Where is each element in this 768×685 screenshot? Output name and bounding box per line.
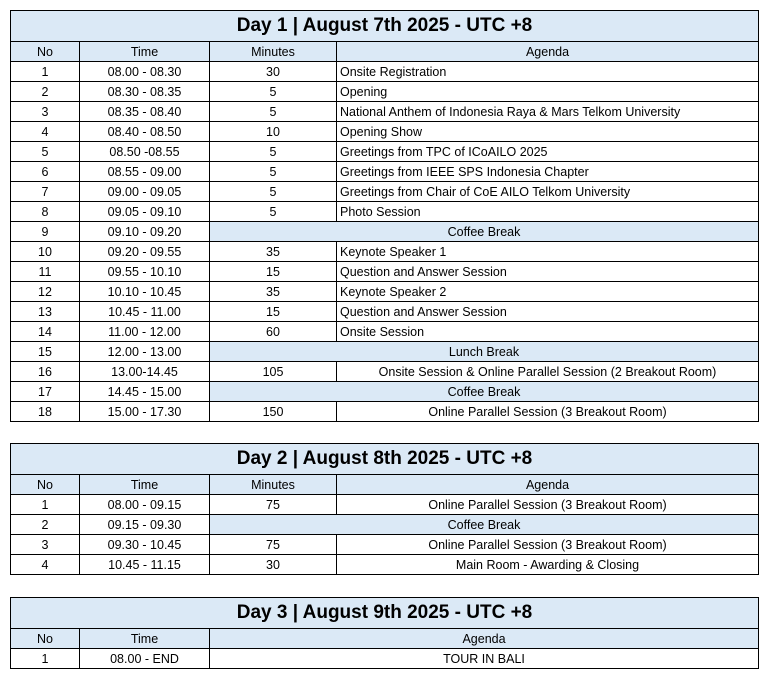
row-time: 08.30 - 08.35 xyxy=(80,82,210,102)
row-minutes: 5 xyxy=(210,82,337,102)
row-minutes: 75 xyxy=(210,535,337,555)
table-row xyxy=(11,322,759,342)
row-number: 10 xyxy=(11,242,80,262)
table-row xyxy=(11,202,759,222)
day3-title: Day 3 | August 9th 2025 - UTC +8 xyxy=(11,598,759,629)
row-number: 1 xyxy=(11,62,80,82)
row-minutes: 5 xyxy=(210,142,337,162)
col-header-time: Time xyxy=(80,42,210,62)
table-row xyxy=(11,362,759,382)
day2-schedule-table xyxy=(10,443,759,575)
row-number: 16 xyxy=(11,362,80,382)
row-time: 09.10 - 09.20 xyxy=(80,222,210,242)
day3-header-row xyxy=(11,629,759,649)
row-agenda: TOUR IN BALI xyxy=(210,649,759,669)
row-agenda: Main Room - Awarding & Closing xyxy=(337,555,759,575)
table-row xyxy=(11,535,759,555)
break-cell: Lunch Break xyxy=(210,342,759,362)
row-number: 2 xyxy=(11,515,80,535)
col-header-agenda: Agenda xyxy=(337,42,759,62)
row-time: 09.00 - 09.05 xyxy=(80,182,210,202)
row-agenda: Onsite Session & Online Parallel Session (2 Breakout Room) xyxy=(337,362,759,382)
row-time: 09.05 - 09.10 xyxy=(80,202,210,222)
day1-header-row xyxy=(11,42,759,62)
row-time: 08.50 -08.55 xyxy=(80,142,210,162)
row-time: 09.55 - 10.10 xyxy=(80,262,210,282)
row-time: 12.00 - 13.00 xyxy=(80,342,210,362)
day1-rows xyxy=(11,62,759,422)
table-row xyxy=(11,515,759,535)
row-number: 8 xyxy=(11,202,80,222)
row-time: 08.55 - 09.00 xyxy=(80,162,210,182)
row-minutes: 5 xyxy=(210,102,337,122)
row-agenda: Greetings from Chair of CoE AILO Telkom University xyxy=(337,182,759,202)
day3-title-row xyxy=(11,598,759,629)
break-cell: Coffee Break xyxy=(210,222,759,242)
row-minutes: 105 xyxy=(210,362,337,382)
table-row xyxy=(11,649,759,669)
row-agenda: Onsite Session xyxy=(337,322,759,342)
row-number: 18 xyxy=(11,402,80,422)
row-number: 3 xyxy=(11,102,80,122)
row-minutes: 15 xyxy=(210,262,337,282)
row-number: 2 xyxy=(11,82,80,102)
row-number: 15 xyxy=(11,342,80,362)
table-row xyxy=(11,242,759,262)
row-agenda: Opening xyxy=(337,82,759,102)
row-number: 4 xyxy=(11,122,80,142)
row-number: 9 xyxy=(11,222,80,242)
row-time: 10.10 - 10.45 xyxy=(80,282,210,302)
table-row xyxy=(11,142,759,162)
row-number: 6 xyxy=(11,162,80,182)
row-agenda: Online Parallel Session (3 Breakout Room) xyxy=(337,495,759,515)
table-row xyxy=(11,62,759,82)
row-minutes: 35 xyxy=(210,242,337,262)
day2-title-row xyxy=(11,444,759,475)
table-row xyxy=(11,262,759,282)
row-number: 11 xyxy=(11,262,80,282)
row-number: 12 xyxy=(11,282,80,302)
row-time: 09.30 - 10.45 xyxy=(80,535,210,555)
row-number: 3 xyxy=(11,535,80,555)
row-agenda: Online Parallel Session (3 Breakout Room) xyxy=(337,402,759,422)
row-time: 08.00 - END xyxy=(80,649,210,669)
row-minutes: 5 xyxy=(210,162,337,182)
day1-title: Day 1 | August 7th 2025 - UTC +8 xyxy=(11,11,759,42)
row-number: 1 xyxy=(11,649,80,669)
row-time: 15.00 - 17.30 xyxy=(80,402,210,422)
row-time: 13.00-14.45 xyxy=(80,362,210,382)
col-header-no: No xyxy=(11,629,80,649)
table-row xyxy=(11,282,759,302)
row-number: 1 xyxy=(11,495,80,515)
day1-title-row xyxy=(11,11,759,42)
row-time: 14.45 - 15.00 xyxy=(80,382,210,402)
day2-title: Day 2 | August 8th 2025 - UTC +8 xyxy=(11,444,759,475)
row-number: 5 xyxy=(11,142,80,162)
row-minutes: 150 xyxy=(210,402,337,422)
row-agenda: Question and Answer Session xyxy=(337,262,759,282)
table-row xyxy=(11,122,759,142)
row-number: 4 xyxy=(11,555,80,575)
row-agenda: Keynote Speaker 2 xyxy=(337,282,759,302)
table-row xyxy=(11,555,759,575)
col-header-minutes: Minutes xyxy=(210,475,337,495)
row-number: 7 xyxy=(11,182,80,202)
table-row xyxy=(11,302,759,322)
row-agenda: Online Parallel Session (3 Breakout Room) xyxy=(337,535,759,555)
table-row xyxy=(11,82,759,102)
row-agenda: Greetings from TPC of ICoAILO 2025 xyxy=(337,142,759,162)
row-time: 09.15 - 09.30 xyxy=(80,515,210,535)
col-header-no: No xyxy=(11,475,80,495)
table-row xyxy=(11,495,759,515)
row-agenda: National Anthem of Indonesia Raya & Mars Telkom University xyxy=(337,102,759,122)
table-row xyxy=(11,382,759,402)
table-row xyxy=(11,102,759,122)
row-minutes: 35 xyxy=(210,282,337,302)
row-minutes: 10 xyxy=(210,122,337,142)
table-row xyxy=(11,222,759,242)
row-time: 09.20 - 09.55 xyxy=(80,242,210,262)
break-cell: Coffee Break xyxy=(210,382,759,402)
table-row xyxy=(11,342,759,362)
day3-schedule-table xyxy=(10,597,759,669)
row-agenda: Question and Answer Session xyxy=(337,302,759,322)
row-agenda: Onsite Registration xyxy=(337,62,759,82)
row-time: 08.00 - 09.15 xyxy=(80,495,210,515)
day1-schedule-table xyxy=(10,10,759,422)
col-header-no: No xyxy=(11,42,80,62)
day2-header-row xyxy=(11,475,759,495)
row-time: 08.00 - 08.30 xyxy=(80,62,210,82)
row-minutes: 5 xyxy=(210,202,337,222)
day2-rows xyxy=(11,495,759,575)
col-header-minutes: Minutes xyxy=(210,42,337,62)
break-cell: Coffee Break xyxy=(210,515,759,535)
table-row xyxy=(11,402,759,422)
day3-rows xyxy=(11,649,759,669)
table-row xyxy=(11,162,759,182)
col-header-time: Time xyxy=(80,629,210,649)
row-time: 10.45 - 11.15 xyxy=(80,555,210,575)
row-agenda: Opening Show xyxy=(337,122,759,142)
row-number: 13 xyxy=(11,302,80,322)
row-time: 08.35 - 08.40 xyxy=(80,102,210,122)
row-minutes: 30 xyxy=(210,555,337,575)
table-row xyxy=(11,182,759,202)
row-time: 11.00 - 12.00 xyxy=(80,322,210,342)
col-header-agenda: Agenda xyxy=(210,629,759,649)
row-minutes: 5 xyxy=(210,182,337,202)
row-time: 10.45 - 11.00 xyxy=(80,302,210,322)
row-agenda: Keynote Speaker 1 xyxy=(337,242,759,262)
row-minutes: 30 xyxy=(210,62,337,82)
row-agenda: Greetings from IEEE SPS Indonesia Chapter xyxy=(337,162,759,182)
col-header-time: Time xyxy=(80,475,210,495)
col-header-agenda: Agenda xyxy=(337,475,759,495)
row-time: 08.40 - 08.50 xyxy=(80,122,210,142)
row-minutes: 60 xyxy=(210,322,337,342)
row-agenda: Photo Session xyxy=(337,202,759,222)
row-minutes: 75 xyxy=(210,495,337,515)
row-minutes: 15 xyxy=(210,302,337,322)
row-number: 17 xyxy=(11,382,80,402)
row-number: 14 xyxy=(11,322,80,342)
